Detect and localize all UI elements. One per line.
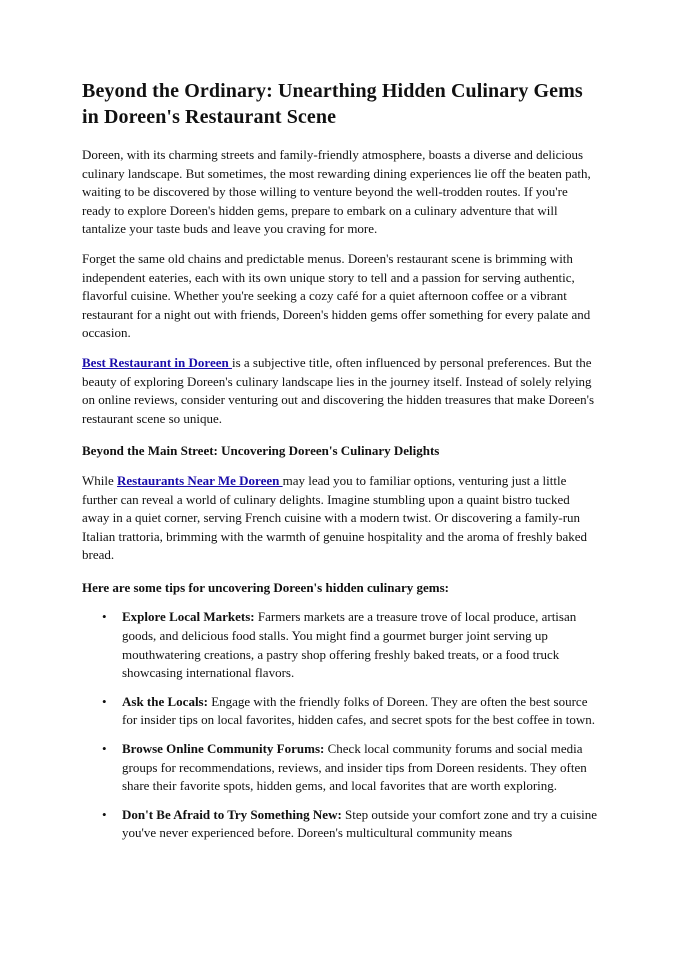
list-item — [82, 740, 598, 796]
tip-lead: Explore Local Markets: — [122, 609, 255, 625]
list-item — [82, 608, 598, 682]
bullet-icon: • — [102, 741, 107, 757]
tip-lead: Browse Online Community Forums: — [122, 741, 325, 757]
section-paragraph — [82, 472, 598, 565]
link-paragraph — [82, 354, 598, 428]
page-title: Beyond the Ordinary: Unearthing Hidden Culinary Gems in Doreen's Restaurant Scene — [82, 80, 583, 128]
section-paragraph-before: While — [82, 472, 118, 488]
bullet-icon: • — [102, 693, 107, 709]
tip-lead: Don't Be Afraid to Try Something New: — [122, 806, 342, 822]
intro-paragraph-1: Doreen, with its charming streets and family-friendly atmosphere, boasts a diverse and delicious culinary landscape. But sometimes, the most rewarding dining experiences lie off the beaten path, waiting to be discovered by those willing to venture beyond the well-trodden routes. If you're ready to explore Doreen's hidden gems, prepare to embark on a culinary adventure that will tantalize your taste buds and leave you craving for more. — [82, 147, 591, 237]
tips-heading: Here are some tips for uncovering Doreen's hidden culinary gems: — [82, 579, 449, 595]
section-paragraph-after: may lead you to familiar options, venturing just a little further can reveal a world of culinary delights. Imagine stumbling upon a quaint bistro tucked away in a quiet corner, serving French cuisine with a modern twist. Or discovering a family-run Italian trattoria, brimming with the warmth of genuine hospitality and the aroma of freshly baked bread. — [82, 472, 588, 563]
tips-list — [82, 608, 598, 843]
bullet-icon: • — [102, 609, 107, 625]
bullet-icon: • — [102, 806, 107, 822]
tip-text: Check local community forums and social media groups for recommendations, reviews, and insider tips from Doreen residents. They often share their favorite spots, hidden gems, and local favorites that are worth exploring. — [122, 741, 587, 794]
best-restaurant-link[interactable]: Best Restaurant in Doreen — [82, 354, 232, 370]
list-item — [82, 806, 598, 843]
list-item — [82, 693, 598, 730]
intro-paragraph-2: Forget the same old chains and predictable menus. Doreen's restaurant scene is brimming with independent eateries, each with its own unique story to tell and a passion for serving authentic, flavorful cuisine. Whether you're seeking a cozy café for a quiet afternoon coffee or a vibrant restaurant for a night out with friends, Doreen's hidden gems offer something for every palate and occasion. — [82, 250, 591, 341]
link-paragraph-text: is a subjective title, often influenced by personal preferences. But the beauty of exploring Doreen's culinary landscape lies in the journey itself. Instead of solely relying on online reviews, consider venturing out and discovering the hidden treasures that make Doreen's restaurant scene so unique. — [82, 354, 595, 426]
section-heading: Beyond the Main Street: Uncovering Doreen's Culinary Delights — [82, 443, 440, 459]
tip-text: Step outside your comfort zone and try a cuisine you've never experienced before. Doreen's multicultural community means — [122, 806, 598, 841]
restaurants-near-me-link[interactable]: Restaurants Near Me Doreen — [117, 472, 283, 488]
tip-lead: Ask the Locals: — [122, 693, 208, 709]
tip-text: Engage with the friendly folks of Doreen. They are often the best source for insider tips on local favorites, hidden cafes, and secret spots for the best coffee in town. — [122, 693, 596, 728]
tip-text: Farmers markets are a treasure trove of local produce, artisan goods, and delicious food stalls. You might find a gourmet burger joint serving up mouthwatering creations, a pastry shop offering freshly baked treats, or a food truck showcasing international flavors. — [122, 609, 577, 681]
